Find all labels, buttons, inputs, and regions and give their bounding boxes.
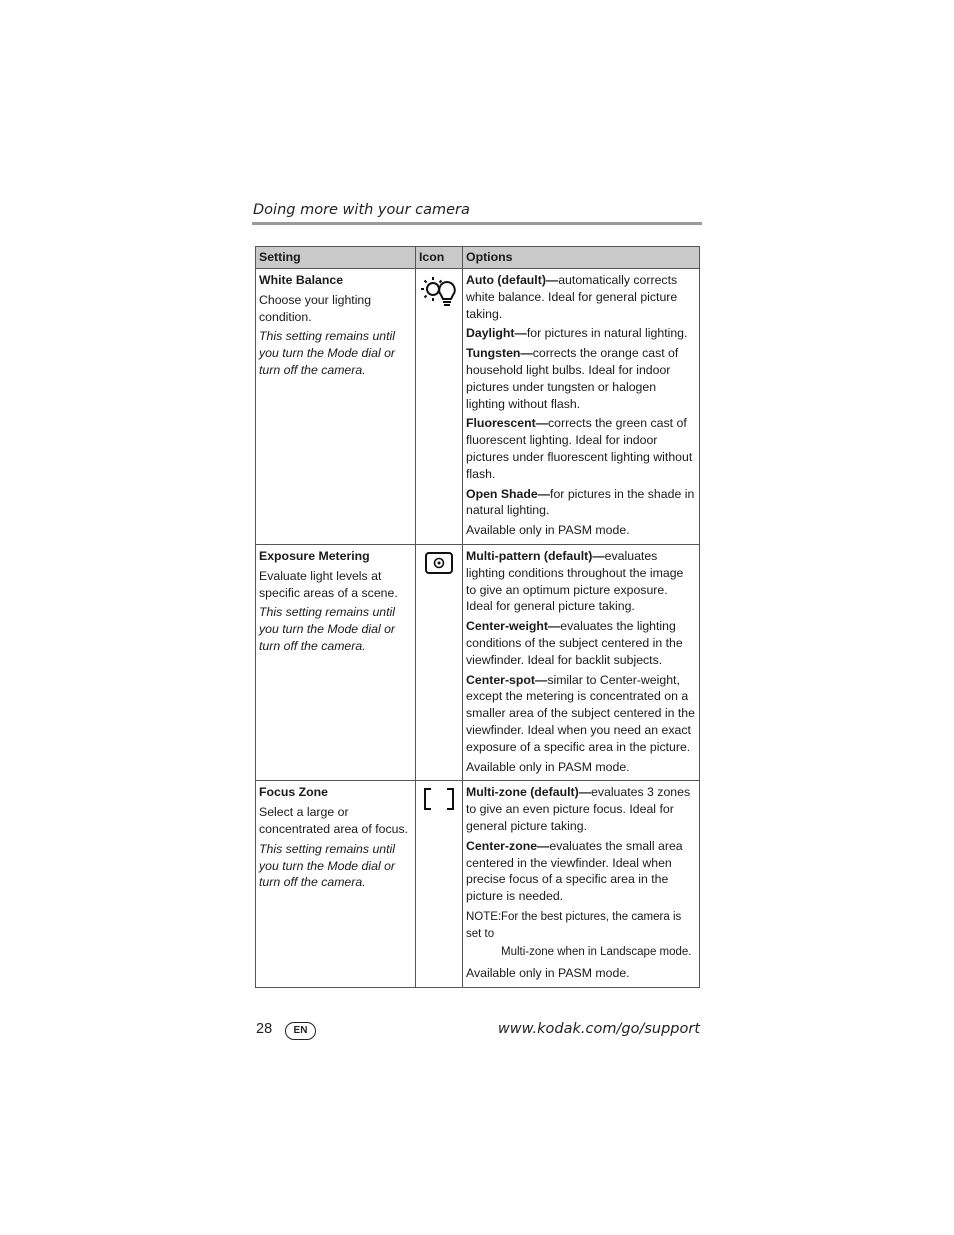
setting-cell: [256, 544, 416, 780]
icon-cell: [416, 781, 463, 988]
table-row: [256, 544, 700, 780]
icon-cell: [416, 544, 463, 780]
setting-name: White Balance: [259, 273, 344, 287]
white-balance-icon: [420, 300, 458, 314]
table-row: [256, 781, 700, 988]
availability-text: Available only in PASM mode.: [466, 966, 630, 981]
options-cell: [463, 544, 700, 780]
setting-cell: [256, 269, 416, 545]
option-center-weight: Center-weight—evaluates the lighting conditions of the subject centered in the viewfinder. Ideal for backlit subjects.: [466, 619, 683, 667]
options-cell: [463, 269, 700, 545]
note-text-line2: Multi-zone when in Landscape mode.: [501, 945, 692, 958]
focus-zone-icon: [423, 800, 455, 814]
option-center-zone: Center-zone—evaluates the small area centered in the viewfinder. Ideal when precise focus of a specific area in the picture is needed.: [466, 838, 683, 904]
availability-text: Available only in PASM mode.: [466, 759, 630, 774]
setting-name: Focus Zone: [259, 785, 329, 800]
option-fluorescent: Fluorescent—corrects the green cast of fluorescent lighting. Ideal for indoor pictures under fluorescent lighting without flash.: [466, 416, 693, 481]
setting-description: Choose your lighting condition.: [259, 292, 372, 324]
exposure-metering-icon: [424, 564, 454, 578]
option-multi-pattern: Multi-pattern (default)—evaluates lighting conditions throughout the image to give an optimum picture exposure. Ideal for general picture taking.: [466, 548, 684, 614]
option-multi-zone: Multi-zone (default)—evaluates 3 zones to give an even picture focus. Ideal for general picture taking.: [466, 785, 691, 833]
option-daylight: Daylight—for pictures in natural lighting.: [466, 326, 688, 341]
column-header-options: Options: [463, 247, 700, 269]
setting-description: Select a large or concentrated area of focus.: [259, 805, 409, 836]
column-header-icon: Icon: [416, 247, 463, 269]
option-center-spot: Center-spot—similar to Center-weight, except the metering is concentrated on a smaller area of the subject centered in the viewfinder. Ideal when you need an exact exposure of a specific area in the picture.: [466, 672, 695, 754]
column-header-setting: Setting: [256, 247, 416, 269]
setting-note: This setting remains until you turn the Mode dial or turn off the camera.: [259, 841, 396, 890]
setting-description: Evaluate light levels at specific areas of a scene.: [259, 568, 398, 600]
setting-name: Exposure Metering: [259, 548, 370, 563]
option-auto: Auto (default)—automatically corrects white balance. Ideal for general picture taking.: [466, 273, 678, 321]
option-open-shade: Open Shade—for pictures in the shade in natural lighting.: [466, 486, 695, 518]
note-label: NOTE:: [466, 910, 502, 923]
option-tungsten: Tungsten—corrects the orange cast of household light bulbs. Ideal for indoor pictures under tungsten or halogen lighting without flash.: [466, 346, 679, 411]
options-cell: [463, 781, 700, 988]
header-rule: [252, 222, 702, 225]
settings-table: [255, 246, 700, 988]
setting-note: This setting remains until you turn the Mode dial or turn off the camera.: [259, 329, 396, 377]
note-text-line1: For the best pictures, the camera is set to: [466, 910, 682, 941]
setting-cell: [256, 781, 416, 988]
support-url: www.kodak.com/go/support: [497, 1021, 700, 1037]
page-header-title: Doing more with your camera: [253, 202, 470, 218]
focus-note: [466, 909, 696, 962]
table-header-row: [256, 247, 700, 269]
setting-note: This setting remains until you turn the Mode dial or turn off the camera.: [259, 605, 396, 653]
language-badge: EN: [285, 1022, 316, 1040]
table-row: [256, 269, 700, 545]
icon-cell: [416, 269, 463, 545]
availability-text: Available only in PASM mode.: [466, 523, 630, 538]
page-number: 28: [256, 1021, 273, 1037]
